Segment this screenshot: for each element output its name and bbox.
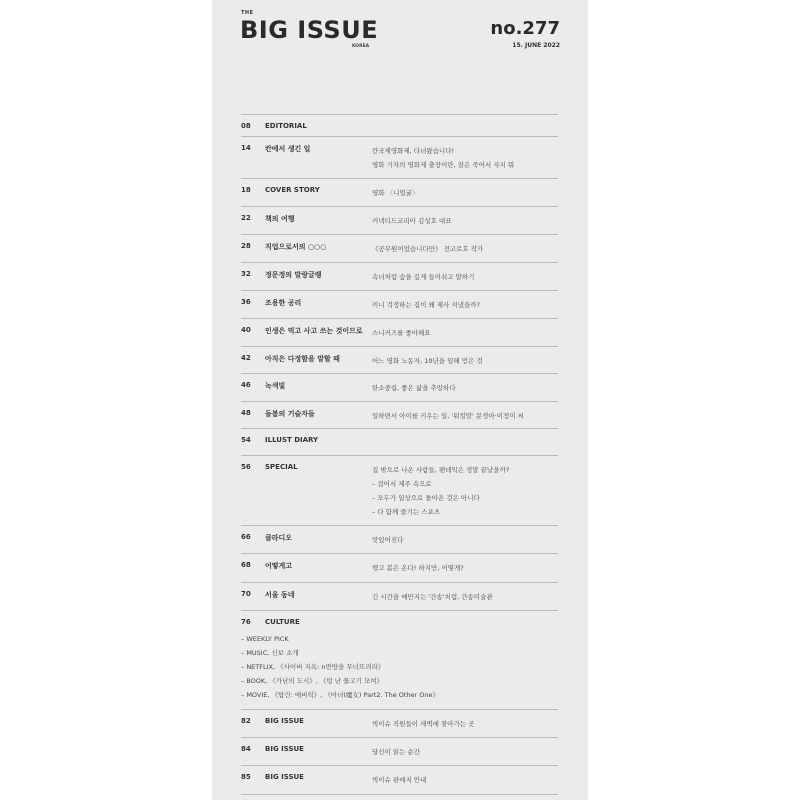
- page-number: 28: [241, 242, 251, 250]
- article-title: 일하면서 아이를 키우는 일, '워킹맘' 문정아·이정미 씨: [372, 412, 524, 420]
- masthead-the: THE: [241, 10, 254, 16]
- page-number: 14: [241, 144, 251, 152]
- sub-article-title: – MOVIE, 《탑건: 매버릭》, 《마녀(魔女) Part2. The Other One》: [241, 691, 440, 699]
- article-title: 《공무원이었습니다만》 전고로호 작가: [372, 245, 484, 253]
- article-title: 끼니 걱정하는 집이 왜 제사 지냈을까?: [372, 301, 480, 309]
- article-title: – 모두가 일상으로 돌아온 것은 아니다: [372, 494, 480, 502]
- article-list: [372, 590, 558, 604]
- article-list: [372, 298, 558, 312]
- page-number: 36: [241, 298, 251, 306]
- toc-row: [241, 319, 558, 347]
- section-title: 조용한 공리: [265, 299, 302, 307]
- section-title: 정문정의 말랑글랭: [265, 271, 322, 279]
- toc-row: [241, 347, 558, 374]
- magazine-toc-page: [212, 0, 588, 800]
- section-title: CULTURE: [265, 618, 300, 626]
- article-title: – 다 함께 즐기는 스포츠: [372, 508, 441, 516]
- toc-row: [241, 710, 558, 738]
- toc-row: [241, 456, 558, 526]
- article-title: 속녀처럼 숨을 깊게 들이쉬고 말하기: [372, 273, 475, 281]
- toc-row: [241, 263, 558, 291]
- toc-row: [241, 291, 558, 319]
- toc-row: [241, 611, 558, 710]
- sub-article-list: [241, 632, 558, 702]
- article-title: – 걸어서 제주 속으로: [372, 480, 432, 488]
- toc-row: [241, 115, 558, 137]
- article-list: [372, 214, 558, 228]
- toc-row: [241, 207, 558, 235]
- page-number: 48: [241, 409, 251, 417]
- article-title: 탄소중립, 좋은 삶을 추앙하다: [372, 384, 456, 392]
- issue-date: 15. JUNE 2022: [512, 42, 560, 49]
- article-title: 행고 봄은 온다! 하지만, 어떻게?: [372, 564, 464, 572]
- article-title: 맛있어진다: [372, 536, 404, 544]
- page-number: 40: [241, 326, 251, 334]
- section-title: EDITORIAL: [265, 122, 307, 130]
- section-title: 서울 동네: [265, 591, 295, 599]
- article-title: 영화 〈니얼굴〉: [372, 189, 419, 197]
- article-title: 집 밖으로 나온 사람들, 팬데믹은 정말 끝났을까?: [372, 466, 510, 474]
- article-list: [372, 144, 558, 172]
- section-title: 녹색빛: [265, 382, 286, 390]
- article-list: [372, 463, 558, 519]
- toc-row: [241, 179, 558, 207]
- issue-number: no.277: [490, 18, 560, 39]
- article-title: 어느 영화 노동자, 10년을 일해 얻은 것: [372, 357, 483, 365]
- article-list: [372, 326, 558, 340]
- page-number: 42: [241, 354, 251, 362]
- section-title: 인생은 먹고 사고 쓰는 것이므로: [265, 327, 363, 335]
- article-title: 영화 기자의 영화제 출장이란, 잠은 죽어서 자지 뭐: [372, 161, 515, 169]
- masthead-korea: KOREA: [352, 44, 370, 49]
- section-title: BIG ISSUE: [265, 745, 304, 753]
- toc-row: [241, 137, 558, 179]
- toc-row: [241, 766, 558, 795]
- toc-row: [241, 429, 558, 456]
- toc-row: [241, 374, 558, 402]
- page-number: 56: [241, 463, 251, 471]
- article-list: [372, 354, 558, 368]
- toc-row: [241, 554, 558, 583]
- page-number: 66: [241, 533, 251, 541]
- article-title: 커넥티드코리아 김성호 대표: [372, 217, 452, 225]
- article-title: 긴 시간을 매만지는 '간송'처럼, 간송미술관: [372, 593, 493, 601]
- page-number: 85: [241, 773, 251, 781]
- magazine-logo: BIG ISSUE: [240, 16, 379, 44]
- table-of-contents: [241, 114, 558, 795]
- article-list: [372, 533, 558, 547]
- article-list: [372, 409, 558, 423]
- section-title: COVER STORY: [265, 186, 320, 194]
- section-title: 클라디오: [265, 534, 293, 542]
- section-title: BIG ISSUE: [265, 717, 304, 725]
- section-title: 책의 여행: [265, 215, 295, 223]
- toc-row: [241, 738, 558, 766]
- article-list: [372, 561, 558, 575]
- page-number: 22: [241, 214, 251, 222]
- toc-row: [241, 402, 558, 429]
- section-title: BIG ISSUE: [265, 773, 304, 781]
- sub-article-title: – BOOK, 《가난의 도시》, 《텅 난 물고기 모여》: [241, 677, 384, 685]
- section-title: 어떻게고: [265, 562, 293, 570]
- article-list: [372, 773, 558, 787]
- article-list: [372, 717, 558, 731]
- article-title: 빅이슈 직원들이 새벽에 찾아가는 곳: [372, 720, 475, 728]
- article-list: [372, 270, 558, 284]
- sub-article-title: – NETFLIX, 《사이버 지옥: n번방을 무너뜨려라》: [241, 663, 385, 671]
- section-title: SPECIAL: [265, 463, 298, 471]
- section-title: ILLUST DIARY: [265, 436, 319, 444]
- page-number: 84: [241, 745, 251, 753]
- sub-article-title: – WEEKLY PICK: [241, 635, 289, 643]
- article-title: 빅이슈 판매지 안내: [372, 776, 427, 784]
- page-number: 54: [241, 436, 251, 444]
- section-title: 돌봄의 기술자들: [265, 410, 315, 418]
- article-list: [372, 745, 558, 759]
- article-title: 스니커즈를 좋아해요: [372, 329, 431, 337]
- page-number: 46: [241, 381, 251, 389]
- page-number: 70: [241, 590, 251, 598]
- page-number: 18: [241, 186, 251, 194]
- section-title: 칸에서 생긴 일: [265, 145, 311, 153]
- section-title: 아직은 다정함을 말할 때: [265, 355, 340, 363]
- toc-row: [241, 583, 558, 611]
- article-list: [372, 242, 558, 256]
- article-title: 당신이 읽는 순간: [372, 748, 421, 756]
- page-number: 68: [241, 561, 251, 569]
- page-number: 76: [241, 618, 251, 626]
- article-list: [372, 381, 558, 395]
- toc-row: [241, 526, 558, 554]
- sub-article-title: – MUSIC, 신보 소개: [241, 649, 299, 657]
- page-number: 82: [241, 717, 251, 725]
- toc-row: [241, 235, 558, 263]
- page-number: 32: [241, 270, 251, 278]
- article-list: [372, 186, 558, 200]
- article-title: 칸국제영화제, 다녀왔습니다!: [372, 147, 455, 155]
- section-title: 직업으로서의 ○○○: [265, 243, 327, 251]
- page-number: 08: [241, 122, 251, 130]
